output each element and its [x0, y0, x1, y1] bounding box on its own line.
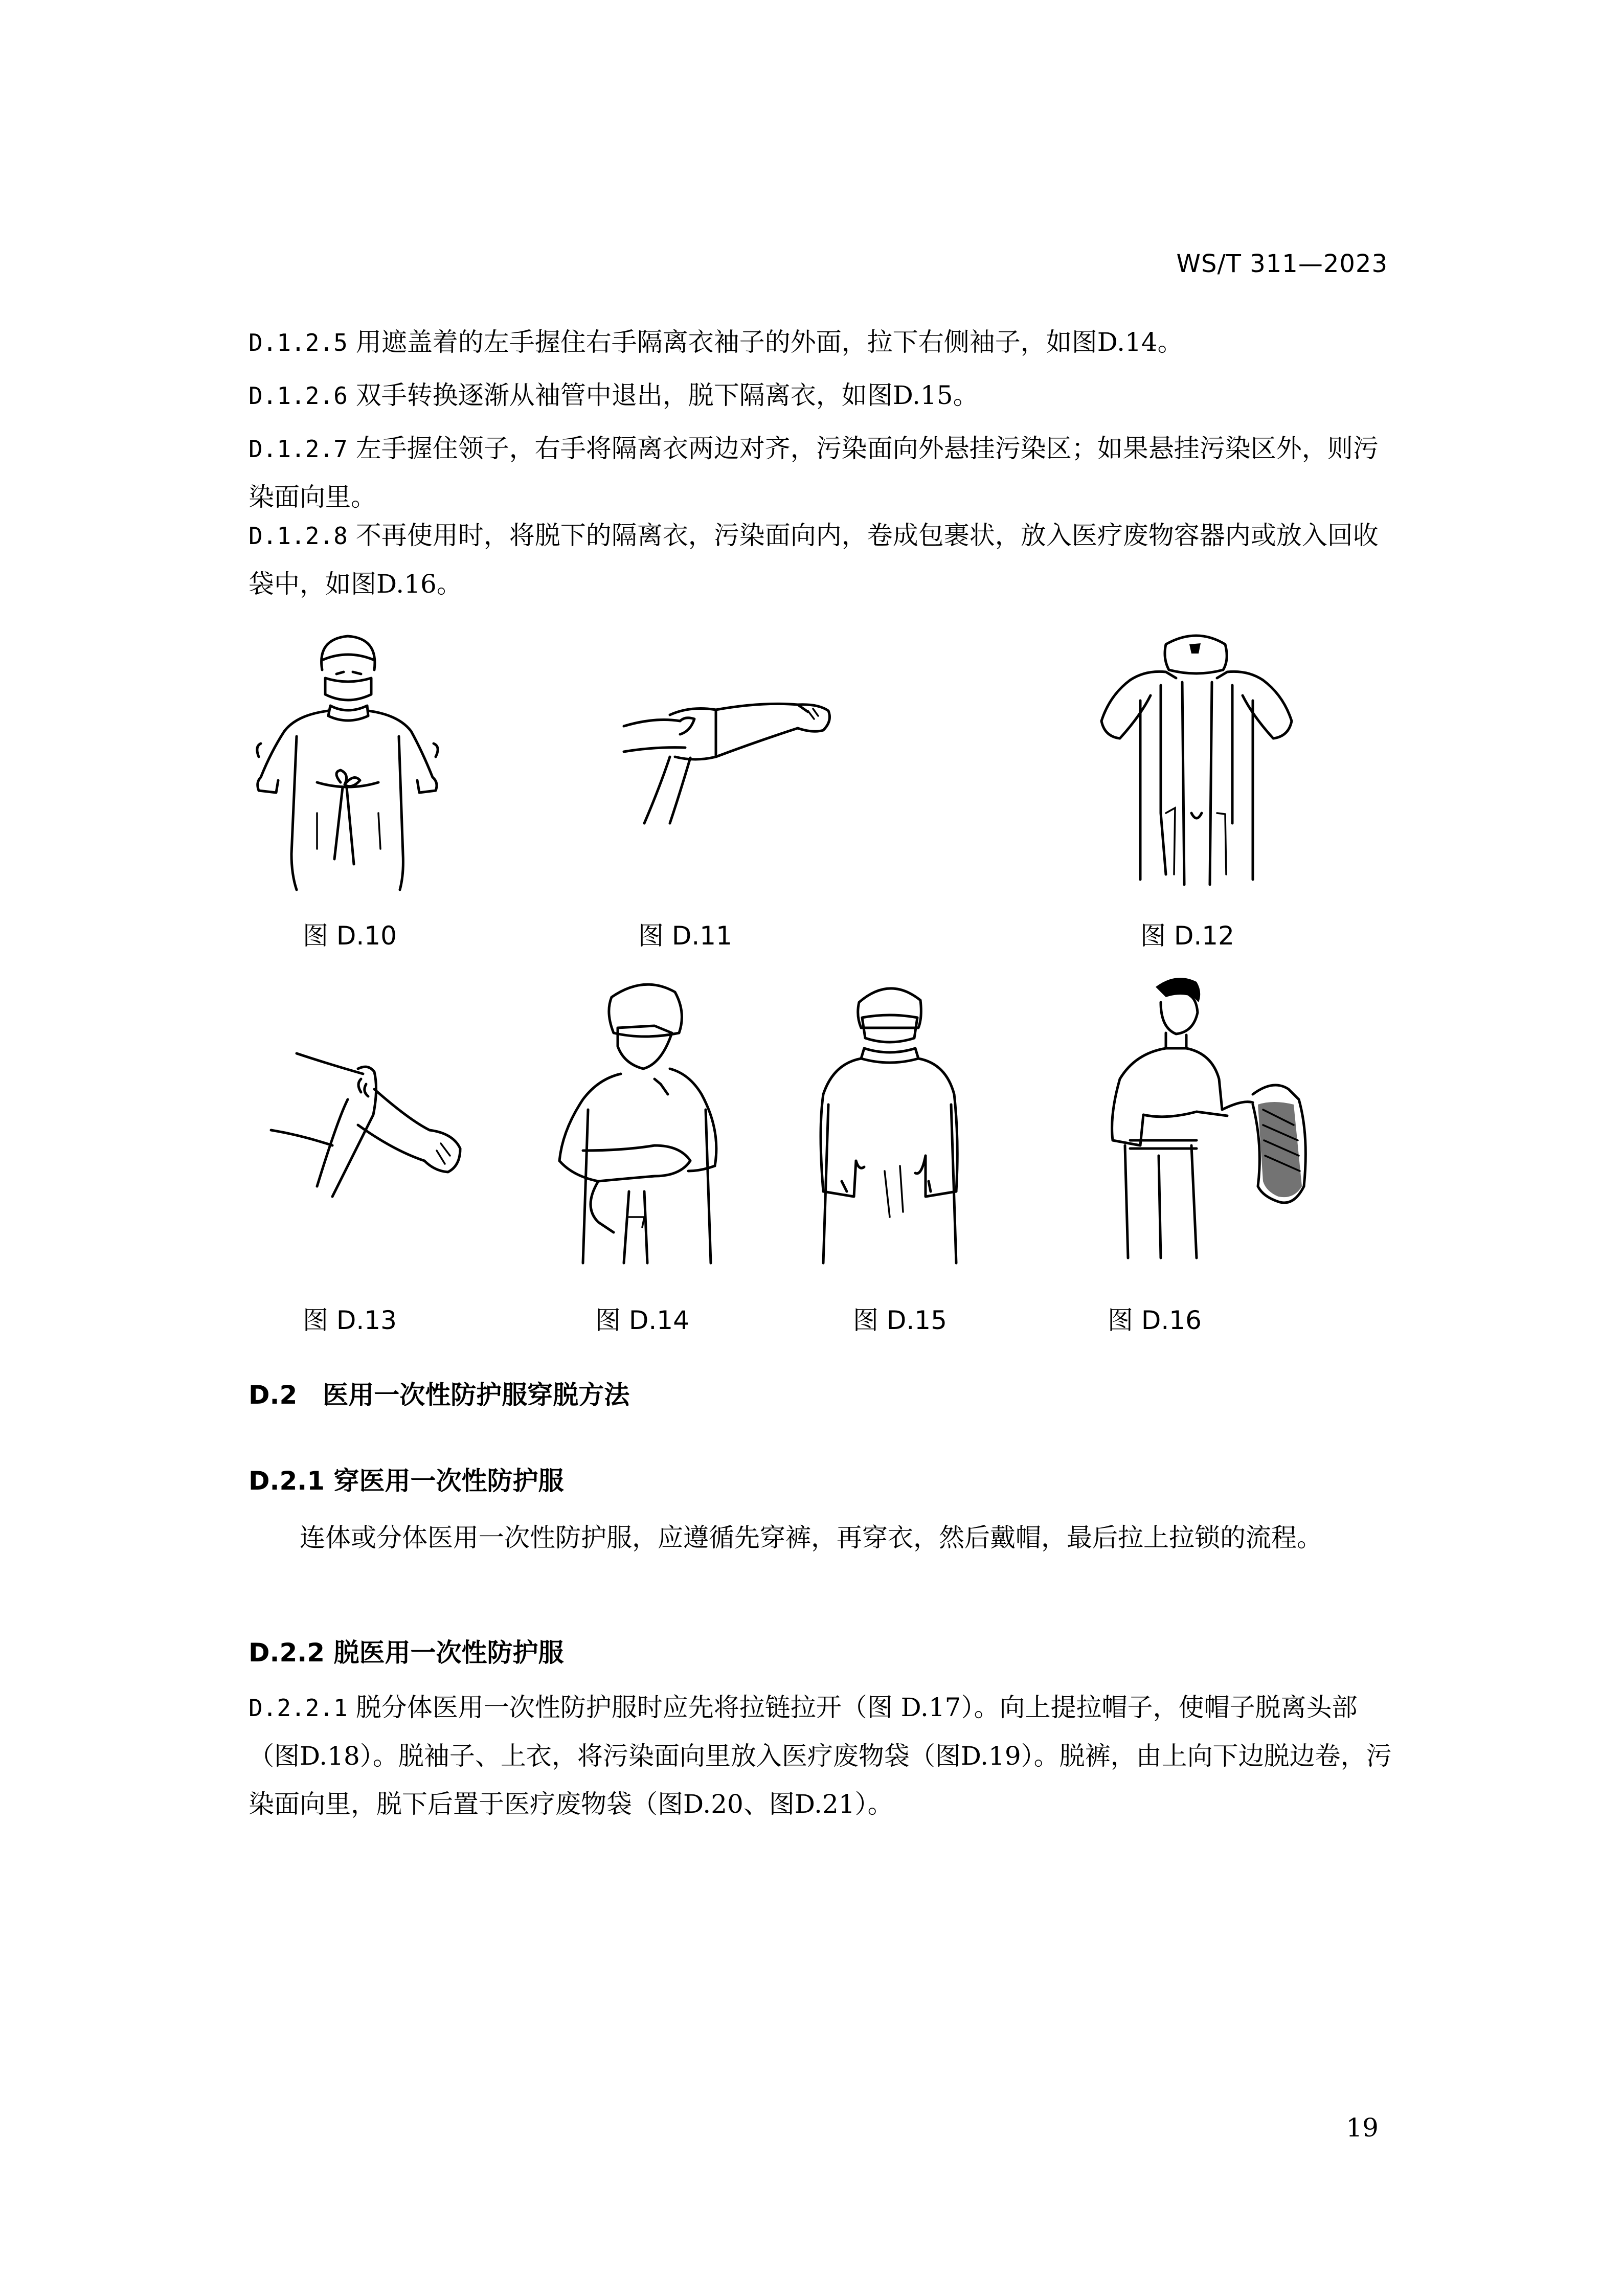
section-heading-d2: [249, 1375, 629, 1411]
page-number: 19: [1346, 2113, 1379, 2143]
caption-d11: 图 D.11: [638, 921, 732, 951]
roll-gown-figure: [1089, 972, 1314, 1273]
arm-grip-figure: [261, 1043, 476, 1207]
subsection-title: 穿医用一次性防护服: [333, 1466, 564, 1496]
gown-front-figure: [240, 629, 455, 895]
subsection-number: D.2.1: [249, 1466, 325, 1496]
paragraph-d1-2-6: [249, 371, 1394, 420]
clause-text: 左手握住领子，右手将隔离衣两边对齐，污染面向外悬挂污染区；如果悬挂污染区外，则污染面向里。: [249, 434, 1379, 512]
clause-number: D.1.2.7: [249, 435, 348, 463]
subsection-title: 脱医用一次性防护服: [333, 1638, 564, 1668]
withdraw-sleeve-figure: [813, 977, 966, 1273]
section-title: 医用一次性防护服穿脱方法: [323, 1380, 630, 1410]
paragraph-d1-2-8: [249, 511, 1394, 608]
clause-number: D.1.2.8: [249, 522, 348, 550]
gown-back-figure: [1089, 629, 1304, 895]
subsection-heading-d2-2: [249, 1632, 564, 1669]
paragraph-d1-2-5: [249, 318, 1394, 367]
caption-d16: 图 D.16: [1108, 1305, 1202, 1335]
caption-d13: 图 D.13: [303, 1305, 397, 1335]
clause-number: D.1.2.6: [249, 382, 348, 410]
paragraph-d1-2-7: [249, 424, 1394, 521]
caption-d12: 图 D.12: [1140, 921, 1234, 951]
subsection-number: D.2.2: [249, 1638, 325, 1668]
section-number: D.2: [249, 1380, 298, 1410]
arm-sleeve-figure: [614, 675, 849, 828]
caption-d14: 图 D.14: [595, 1305, 689, 1335]
clause-text: 不再使用时，将脱下的隔离衣，污染面向内，卷成包裹状，放入医疗废物容器内或放入回收袋中，如图D.16。: [249, 521, 1379, 599]
clause-text: 双手转换逐渐从袖管中退出，脱下隔离衣，如图D.15。: [347, 380, 979, 410]
paragraph-d2-2-1: [249, 1683, 1394, 1828]
clause-text: 脱分体医用一次性防护服时应先将拉链拉开（图 D.17）。向上提拉帽子，使帽子脱离头部（图D.18）。脱袖子、上衣，将污染面向里放入医疗废物袋（图D.19）。脱裤，由上向下边脱边卷，污染面向里，脱下后置于医疗废物袋（图D.20、图D.21）。: [249, 1693, 1392, 1819]
clause-number: D.1.2.5: [249, 329, 348, 356]
caption-d10: 图 D.10: [303, 921, 397, 951]
paragraph-d2-1: 连体或分体医用一次性防护服，应遵循先穿裤，再穿衣，然后戴帽，最后拉上拉锁的流程。: [300, 1523, 1322, 1552]
clause-text: 用遮盖着的左手握住右手隔离衣袖子的外面，拉下右侧袖子，如图D.14。: [347, 327, 1183, 357]
subsection-heading-d2-1: [249, 1460, 564, 1497]
pull-sleeve-figure: [552, 977, 736, 1273]
caption-d15: 图 D.15: [853, 1305, 947, 1335]
clause-number: D.2.2.1: [249, 1694, 348, 1722]
standard-code: WS/T 311—2023: [1176, 250, 1388, 278]
